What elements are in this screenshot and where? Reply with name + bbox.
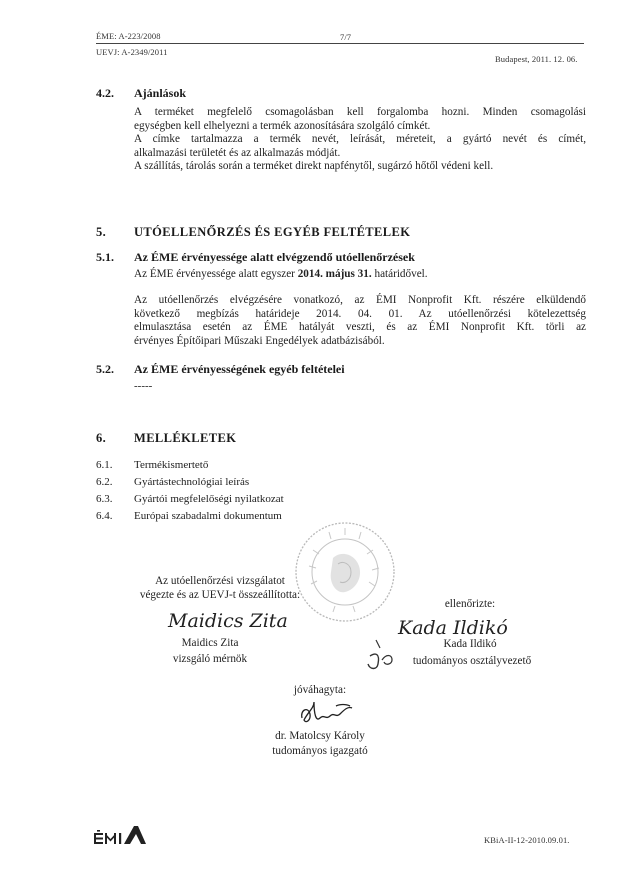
section-4-2-number: 4.2. (96, 86, 114, 100)
section-5-title: UTÓELLENŐRZÉS ÉS EGYÉB FELTÉTELEK (134, 225, 411, 239)
annex-label: Termékismertető (134, 459, 209, 471)
section-5-2-number: 5.2. (96, 362, 114, 376)
deadline-text-after: határidővel. (371, 268, 428, 280)
approver-caption: jóváhagyta: (293, 684, 347, 696)
deadline-date: 2014. május 31. (297, 268, 372, 280)
deadline-text-before: Az ÉME érvényessége alatt egyszer (134, 268, 298, 280)
section-4-2-title: Ajánlások (134, 86, 187, 100)
performer-signature: Maidics Zita (168, 610, 288, 632)
section-5-1-deadline (134, 268, 586, 282)
place-date: Budapest, 2011. 12. 06. (495, 54, 578, 64)
annex-number: 6.3. (96, 493, 113, 505)
body-line: elmulasztása esetén az ÉME hatályát veszti, és az ÉMI Nonprofit Kft. törli az (134, 321, 586, 334)
checker-caption: ellenőrizte: (444, 598, 496, 610)
page-number: 7/7 (340, 32, 352, 42)
section-5-2-dashes: ----- (134, 380, 153, 392)
approver-role: tudományos igazgató (272, 745, 368, 757)
annex-number: 6.4. (96, 510, 113, 522)
uevj-reference: UEVJ: A-2349/2011 (96, 47, 168, 57)
section-4-2-body (134, 106, 586, 174)
eme-reference: ÉME: A-223/2008 (96, 31, 161, 41)
body-line: A címke tartalmazza a termék nevét, leírását, méreteit, a gyártó nevét és címét, (134, 133, 586, 146)
header-divider (96, 43, 584, 44)
document-code: KBiA-II-12-2010.09.01. (484, 835, 570, 845)
body-line: A terméket megfelelő csomagolásban kell forgalomba hozni. Minden csomagolási (134, 106, 586, 118)
annex-label: Gyártástechnológiai leírás (134, 476, 250, 488)
approver-name: dr. Matolcsy Károly (275, 730, 365, 742)
body-line: alkalmazási területét és az alkalmazás módját. (134, 146, 341, 159)
performer-name: Maidics Zita (181, 637, 239, 649)
section-6-number: 6. (96, 431, 107, 445)
annex-number: 6.1. (96, 459, 113, 471)
annex-number: 6.2. (96, 476, 113, 488)
body-line: érvényes Építőipari Műszaki Engedélyek adatbázisából. (134, 334, 385, 347)
body-line: A szállítás, tárolás során a terméket direkt napfénytől, sugárzó hőtől védeni kell. (134, 160, 494, 173)
annex-label: Európai szabadalmi dokumentum (134, 510, 282, 522)
section-5-1-number: 5.1. (96, 250, 114, 264)
section-5-1-body (134, 294, 586, 348)
checker-role: tudományos osztályvezető (412, 655, 532, 667)
annex-label: Gyártói megfelelőségi nyilatkozat (134, 493, 284, 505)
body-line: következő megbízás határideje 2014. 04. 01. Az utóellenőrzési kötelezettség (134, 307, 586, 320)
checker-signature: Kada Ildikó (398, 617, 508, 639)
body-line: Az utóellenőrzés elvégzésére vonatkozó, az ÉMI Nonprofit Kft. részére elküldendő (134, 294, 586, 306)
section-5-1-title: Az ÉME érvényessége alatt elvégzendő utóellenőrzések (134, 250, 415, 264)
section-5-number: 5. (96, 225, 107, 239)
emi-logo (94, 823, 150, 847)
checker-name: Kada Ildikó (443, 638, 497, 650)
official-stamp (293, 520, 397, 624)
performer-caption-2: végezte és az UEVJ-t összeállította: (139, 589, 301, 601)
performer-role: vizsgáló mérnök (172, 653, 248, 665)
performer-caption-1: Az utóellenőrzési vizsgálatot (155, 575, 285, 587)
section-6-title: MELLÉKLETEK (134, 431, 237, 445)
body-line: egységben kell elhelyezni a termék azonosítására szolgáló címkét. (134, 119, 431, 132)
section-5-2-title: Az ÉME érvényességének egyéb feltételei (134, 362, 345, 376)
